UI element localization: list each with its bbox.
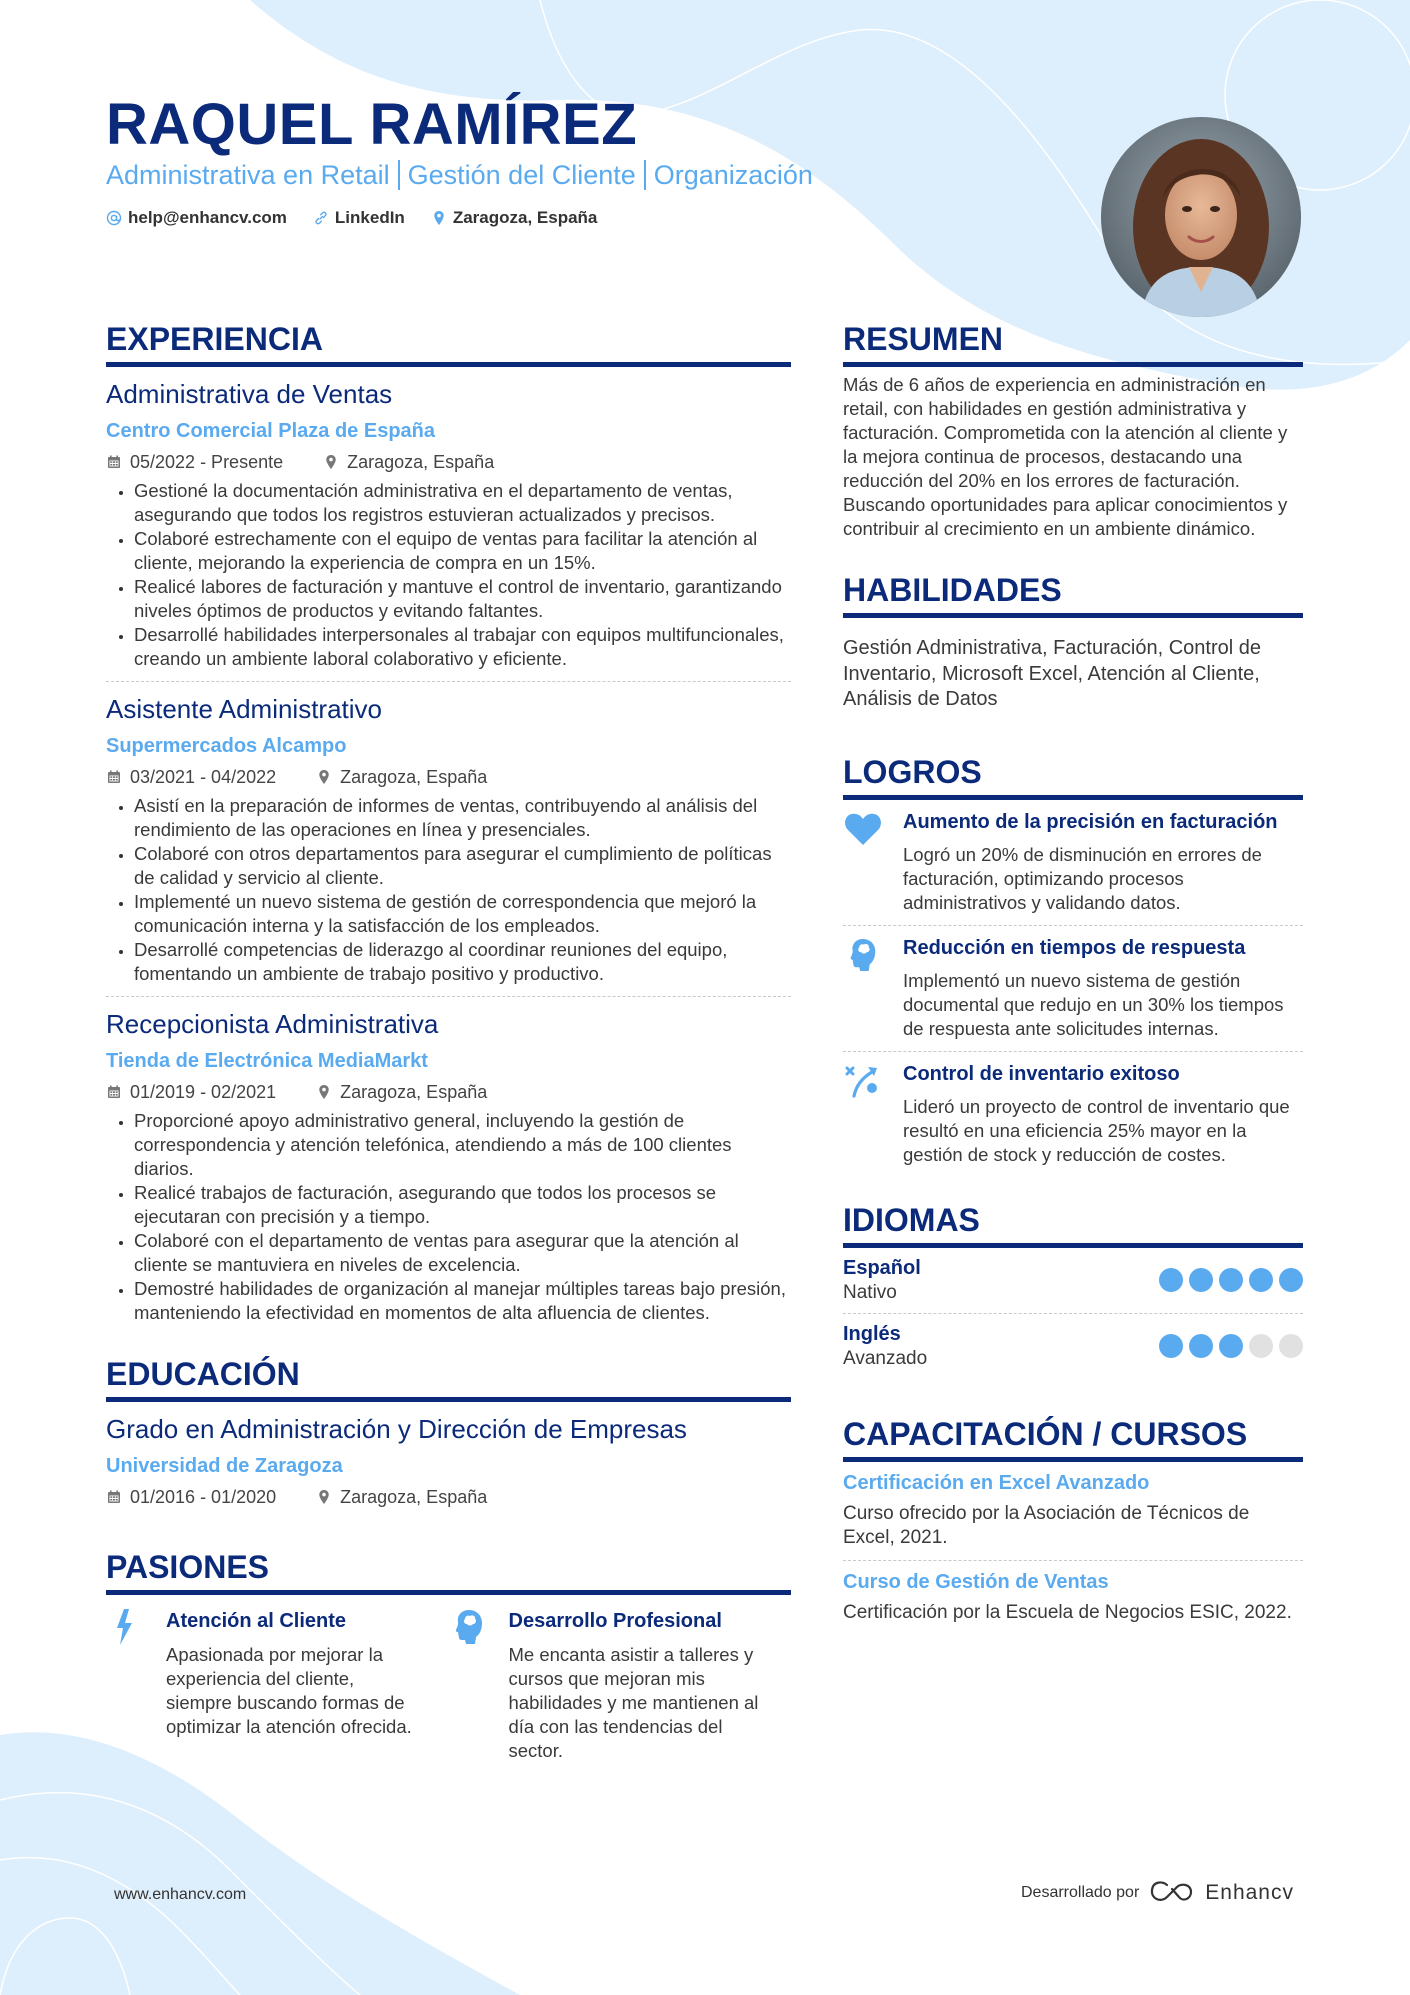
course-item [843,1462,1303,1561]
headline-part: Administrativa en Retail [106,160,390,190]
job-bullet: • Colaboré con otros departamentos para asegurar el cumplimiento de políticas de calidad y servicio al cliente. [134,842,791,890]
headline-part: Gestión del Cliente [407,160,636,190]
passion-title: Desarrollo Profesional [508,1610,722,1632]
passion-title: Atención al Cliente [166,1610,347,1632]
contact-linkedin-text: LinkedIn [334,208,405,227]
rating-dot-filled [1249,1268,1273,1292]
heart-icon [844,812,882,846]
achievement-title: Control de inventario exitoso [903,1062,1180,1085]
language-name: Español [843,1256,921,1279]
rating-dot-filled [1189,1334,1213,1358]
passions-list [106,1607,791,1763]
job-dates: 01/2019 - 02/2021 [130,1082,277,1102]
job-entry [106,682,791,997]
headline-separator [644,160,646,190]
course-title: Curso de Gestión de Ventas [843,1570,1109,1593]
education-entry [106,1402,791,1510]
rating-dot-filled [1189,1268,1213,1292]
location-pin-icon [431,210,447,226]
section-title-summary: RESUMEN [843,318,1303,367]
head-brain-icon [844,938,882,972]
job-bullet: • Desarrollé habilidades interpersonales al trabajar con equipos multifuncionales, creando un ambiente laboral colaborativo y eficiente. [134,623,791,671]
passion-item [449,1607,792,1763]
rating-dot-filled [1159,1334,1183,1358]
job-bullet: • Gestioné la documentación administrativa en el departamento de ventas, asegurando que todos los registros estuvieran actualizados y precisos. [134,479,791,527]
footer-website[interactable]: www.enhancv.com [114,1886,247,1903]
job-bullet: • Proporcioné apoyo administrativo general, incluyendo la gestión de correspondencia y atención telefónica, atendiendo a más de 100 clientes diarios. [134,1109,791,1181]
education-dates: 01/2016 - 01/2020 [130,1487,277,1507]
job-title: Administrativa de Ventas [106,379,393,409]
at-icon [106,210,122,226]
job-entry [106,997,791,1335]
course-description: Curso ofrecido por la Asociación de Técnicos de Excel, 2021. [843,1502,1250,1548]
headline-part: Organización [653,160,813,190]
education-location: Zaragoza, España [340,1487,488,1507]
language-name: Inglés [843,1322,901,1345]
footer-powered-by: Desarrollado por [1020,1884,1140,1901]
job-entry [106,367,791,682]
contact-location-text: Zaragoza, España [452,208,598,227]
footer-brand: Enhancv [1205,1881,1294,1904]
left-column [106,318,791,1763]
passion-description: Me encanta asistir a talleres y cursos que mejoran mis habilidades y me mantienen al día con las tendencias del sector. [508,1644,759,1761]
achievement-item [843,926,1303,1052]
summary-section [843,318,1303,541]
courses-section [843,1413,1303,1635]
job-bullets [106,794,791,986]
achievement-description: Implementó un nuevo sistema de gestión documental que redujo en un 30% los tiempos de respuesta ante solicitudes internas. [903,969,1284,1039]
contact-location [431,205,598,231]
rating-dot-filled [1279,1268,1303,1292]
contact-email-text: help@enhancv.com [128,208,287,227]
degree-title: Grado en Administración y Dirección de Empresas [106,1414,687,1444]
calendar-icon [106,769,122,785]
calendar-icon [106,1489,122,1505]
candidate-name: RAQUEL RAMÍREZ [106,92,638,157]
job-dates: 05/2022 - Presente [130,452,284,472]
education-meta [106,1484,791,1510]
job-bullet: • Demostré habilidades de organización al manejar múltiples tareas bajo presión, manteniendo la efectividad en momentos de alta afluencia de clientes. [134,1277,791,1325]
job-bullets [106,1109,791,1325]
location-pin-icon [316,1489,332,1505]
contact-linkedin[interactable] [313,205,405,231]
location-pin-icon [316,769,332,785]
school-name: Universidad de Zaragoza [106,1455,343,1477]
rating-dot-filled [1219,1334,1243,1358]
job-location: Zaragoza, España [347,452,495,472]
section-title-courses: CAPACITACIÓN / CURSOS [843,1413,1303,1462]
skills-section [843,569,1303,713]
job-company: Centro Comercial Plaza de España [106,420,436,442]
passion-item [106,1607,449,1763]
job-bullet: • Realicé labores de facturación y mantuve el control de inventario, garantizando niveles óptimos de productos y evitando faltantes. [134,575,791,623]
rating-dot-filled [1159,1268,1183,1292]
footer-branding [1021,1880,1294,1906]
contact-bar [106,205,597,231]
calendar-icon [106,1084,122,1100]
rating-dot-empty [1249,1334,1273,1358]
experience-section [106,318,791,1335]
course-description: Certificación por la Escuela de Negocios ESIC, 2022. [843,1601,1292,1623]
headline [106,158,813,192]
link-icon [313,210,329,226]
job-bullets [106,479,791,671]
summary-text: Más de 6 años de experiencia en administración en retail, con habilidades en gestión administrativa y facturación. Comprometida con la atención al cliente y la mejora continua de procesos, destacando una reducción del 20% en los errores de facturación. Buscando oportunidades para aplicar conocimientos y contribuir al crecimiento en un ambiente dinámico. [843,374,1288,539]
section-title-experience: EXPERIENCIA [106,318,791,367]
job-bullet: • Colaboré con el departamento de ventas para asegurar que la atención al cliente se mantuviera en niveles de excelencia. [134,1229,791,1277]
section-title-passions: PASIONES [106,1546,791,1595]
lightning-icon [112,1609,140,1645]
location-pin-icon [323,454,339,470]
job-title: Asistente Administrativo [106,694,383,724]
language-level: Avanzado [843,1347,928,1369]
achievement-item [843,800,1303,926]
job-bullet: • Realicé trabajos de facturación, asegurando que todos los procesos se ejecutaran con precisión y a tiempo. [134,1181,791,1229]
skills-text: Gestión Administrativa, Facturación, Control de Inventario, Microsoft Excel, Atención al Cliente, Análisis de Datos [843,637,1261,710]
achievement-description: Logró un 20% de disminución en errores de facturación, optimizando procesos administrativos y validando datos. [903,843,1262,913]
education-section [106,1353,791,1510]
section-title-skills: HABILIDADES [843,569,1303,618]
achievement-title: Aumento de la precisión en facturación [903,810,1278,833]
achievement-description: Lideró un proyecto de control de inventario que resultó en una eficiencia 25% mayor en la gestión de stock y reducción de costes. [903,1095,1290,1165]
head-brain-icon [455,1609,483,1645]
right-column [843,318,1303,1635]
enhancv-logo-icon [1149,1880,1195,1906]
course-item [843,1561,1303,1635]
passions-section [106,1546,791,1763]
section-title-education: EDUCACIÓN [106,1353,791,1402]
strategy-icon [844,1064,882,1098]
job-bullet: • Desarrollé competencias de liderazgo al coordinar reuniones del equipo, fomentando un ambiente de trabajo positivo y productivo. [134,938,791,986]
job-meta [106,764,791,790]
job-bullet: • Colaboré estrechamente con el equipo de ventas para facilitar la atención al cliente, mejorando la experiencia de compra en un 15%. [134,527,791,575]
job-location: Zaragoza, España [340,767,488,787]
section-title-achievements: LOGROS [843,751,1303,800]
passion-description: Apasionada por mejorar la experiencia del cliente, siempre buscando formas de optimizar la atención ofrecida. [166,1644,412,1737]
location-pin-icon [316,1084,332,1100]
headline-separator [398,160,400,190]
job-meta [106,1079,791,1105]
language-item [843,1248,1303,1314]
job-bullet: • Asistí en la preparación de informes de ventas, contribuyendo al análisis del rendimiento de las operaciones en línea y presenciales. [134,794,791,842]
contact-email[interactable] [106,205,287,231]
job-location: Zaragoza, España [340,1082,488,1102]
calendar-icon [106,454,122,470]
achievement-title: Reducción en tiempos de respuesta [903,936,1246,959]
section-title-languages: IDIOMAS [843,1199,1303,1248]
achievements-section [843,751,1303,1177]
job-meta [106,449,791,475]
job-bullet: • Implementé un nuevo sistema de gestión de correspondencia que mejoró la comunicación interna y la satisfacción de los empleados. [134,890,791,938]
job-company: Supermercados Alcampo [106,735,347,757]
job-company: Tienda de Electrónica MediaMarkt [106,1050,428,1072]
rating-dot-empty [1279,1334,1303,1358]
job-dates: 03/2021 - 04/2022 [130,767,277,787]
course-title: Certificación en Excel Avanzado [843,1471,1150,1494]
language-rating [1159,1334,1303,1358]
language-item [843,1314,1303,1379]
language-rating [1159,1268,1303,1292]
languages-section [843,1199,1303,1379]
profile-photo [1101,117,1301,317]
job-title: Recepcionista Administrativa [106,1009,439,1039]
achievement-item [843,1052,1303,1177]
profile-photo-illustration [1101,117,1301,317]
rating-dot-filled [1219,1268,1243,1292]
language-level: Nativo [843,1281,897,1303]
